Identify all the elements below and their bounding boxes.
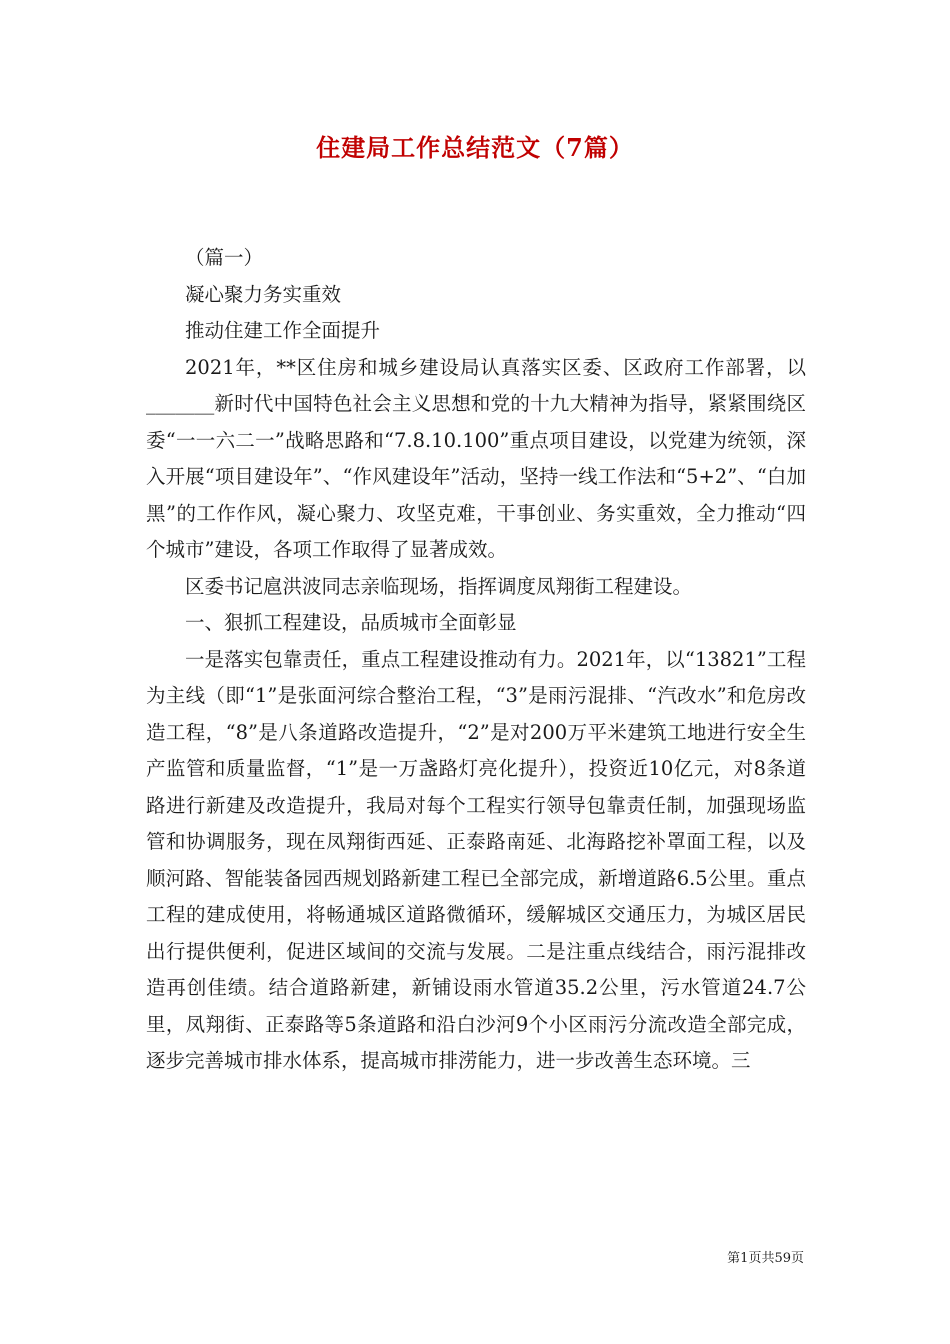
document-title: 住建局工作总结范文（7篇） [316,133,634,162]
document-body [146,240,806,1080]
subtitle-line-2: 推动住建工作全面提升 [185,319,381,342]
paragraph-body: 一是落实包靠责任，重点工程建设推动有力。2021年，以“13821”工程为主线（即“1”是张面河综合整治工程，“3”是雨污混排、“汽改水”和危房改造工程，“8”是八条道路改造提升，“2”是对200万平米建筑工地进行安全生产监管和质量监督，“1”是一万盏路灯亮化提升），投资近10亿元，对8条道路进行新建及改造提升，我局对每个工程实行领导包靠责任制，加强现场监管和协调服务，现在凤翔街西延、正泰路南延、北海路挖补罩面工程，以及顺河路、智能装备园西规划路新建工程已全部完成，新增道路6.5公里。重点工程的建成使用，将畅通城区道路微循环，缓解城区交通压力，为城区居民出行提供便利，促进区域间的交流与发展。二是注重点线结合，雨污混排改造再创佳绩。结合道路新建，新铺设雨水管道35.2公里，污水管道24.7公里，凤翔街、正泰路等5条道路和沿白沙河9个小区雨污分流改造全部完成，逐步完善城市排水体系，提高城市排涝能力，进一步改善生态环境。三 [146,647,806,1072]
paragraph-caption: 区委书记扈洪波同志亲临现场，指挥调度凤翔街工程建设。 [185,574,693,598]
section-label: （篇一） [185,246,264,269]
subtitle-line-1: 凝心聚力务实重效 [185,282,342,306]
section-heading: 一、狠抓工程建设，品质城市全面彰显 [185,611,517,634]
paragraph-intro: 2021年，**区住房和城乡建设局认真落实区委、区政府工作部署，以_______新时代中国特色社会主义思想和党的十九大精神为指导，紧紧围绕区委“一一六二一”战略思路和“7.8.10.100”重点项目建设，以党建为统领，深入开展“项目建设年”、“作风建设年”活动，坚持一线工作法和“5+2”、“白加黑”的工作作风，凝心聚力、攻坚克难，干事创业、务实重效，全力推动“四个城市”建设，各项工作取得了显著成效。 [146,355,806,561]
page-number: 第1页共59页 [727,1251,804,1266]
